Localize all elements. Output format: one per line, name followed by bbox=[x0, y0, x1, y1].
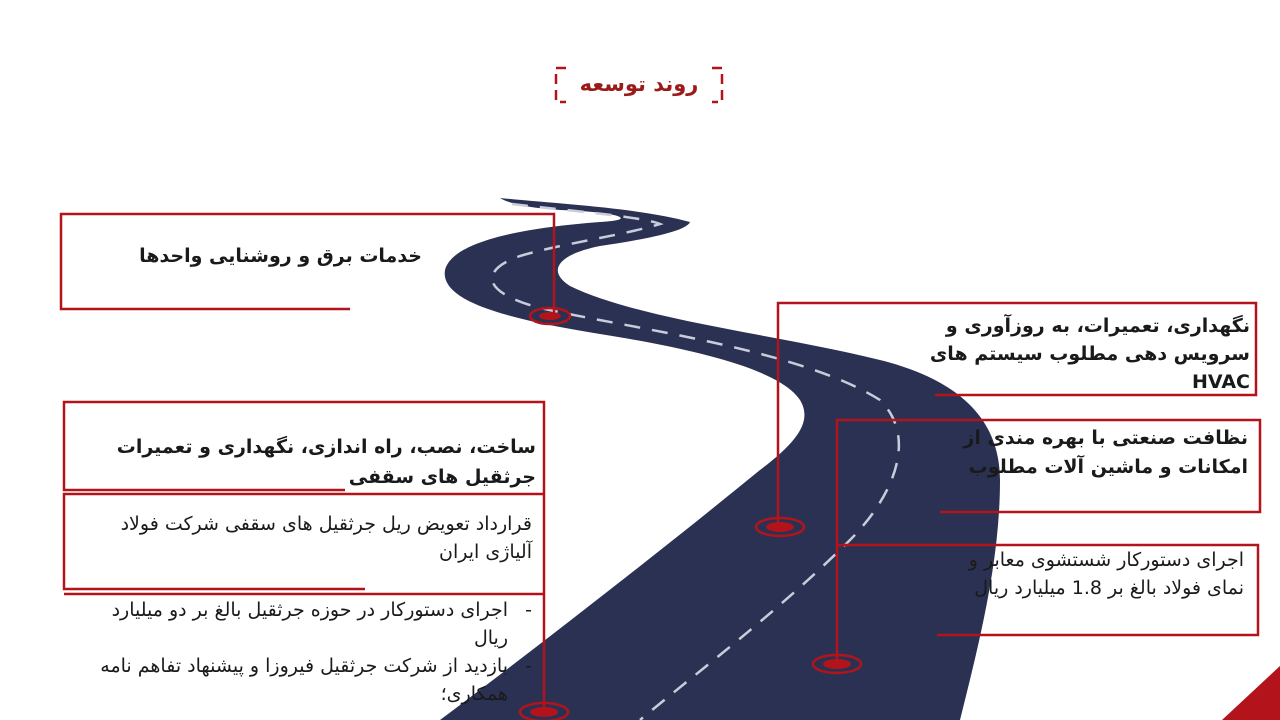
milestone-industrial-cleaning: نظافت صنعتی با بهره مندی از امکانات و ماشین آلات مطلوب bbox=[963, 427, 1248, 478]
milestone-rail-contract: قرارداد تعویض ریل جرثقیل های سقفی شرکت فولاد آلیاژی ایران bbox=[120, 513, 532, 563]
milestone-washing-order: اجرای دستورکار شستشوی معابر و نمای فولاد بالغ بر 1.8 میلیارد ریال bbox=[968, 549, 1244, 599]
page-title: روند توسعه bbox=[579, 72, 699, 96]
milestone-electrical-services: خدمات برق و روشنایی واحدها bbox=[139, 245, 422, 267]
crane-activities-list bbox=[72, 596, 536, 708]
list-item: - بازدید از شرکت جرثقیل فیروزا و پیشنهاد تفاهم نامه همکاری؛ bbox=[72, 652, 508, 708]
corner-accent bbox=[1222, 666, 1280, 720]
milestone-overhead-cranes: ساخت، نصب، راه اندازی، نگهداری و تعمیرات جرثقیل های سقفی bbox=[116, 436, 536, 488]
milestone-crane-list bbox=[72, 596, 536, 708]
list-item: - اجرای دستورکار در حوزه جرثقیل بالغ بر دو میلیارد ریال bbox=[72, 596, 508, 652]
milestone-hvac-maintenance: نگهداری، تعمیرات، به روزآوری و سرویس دهی مطلوب سیستم های HVAC bbox=[929, 315, 1250, 393]
